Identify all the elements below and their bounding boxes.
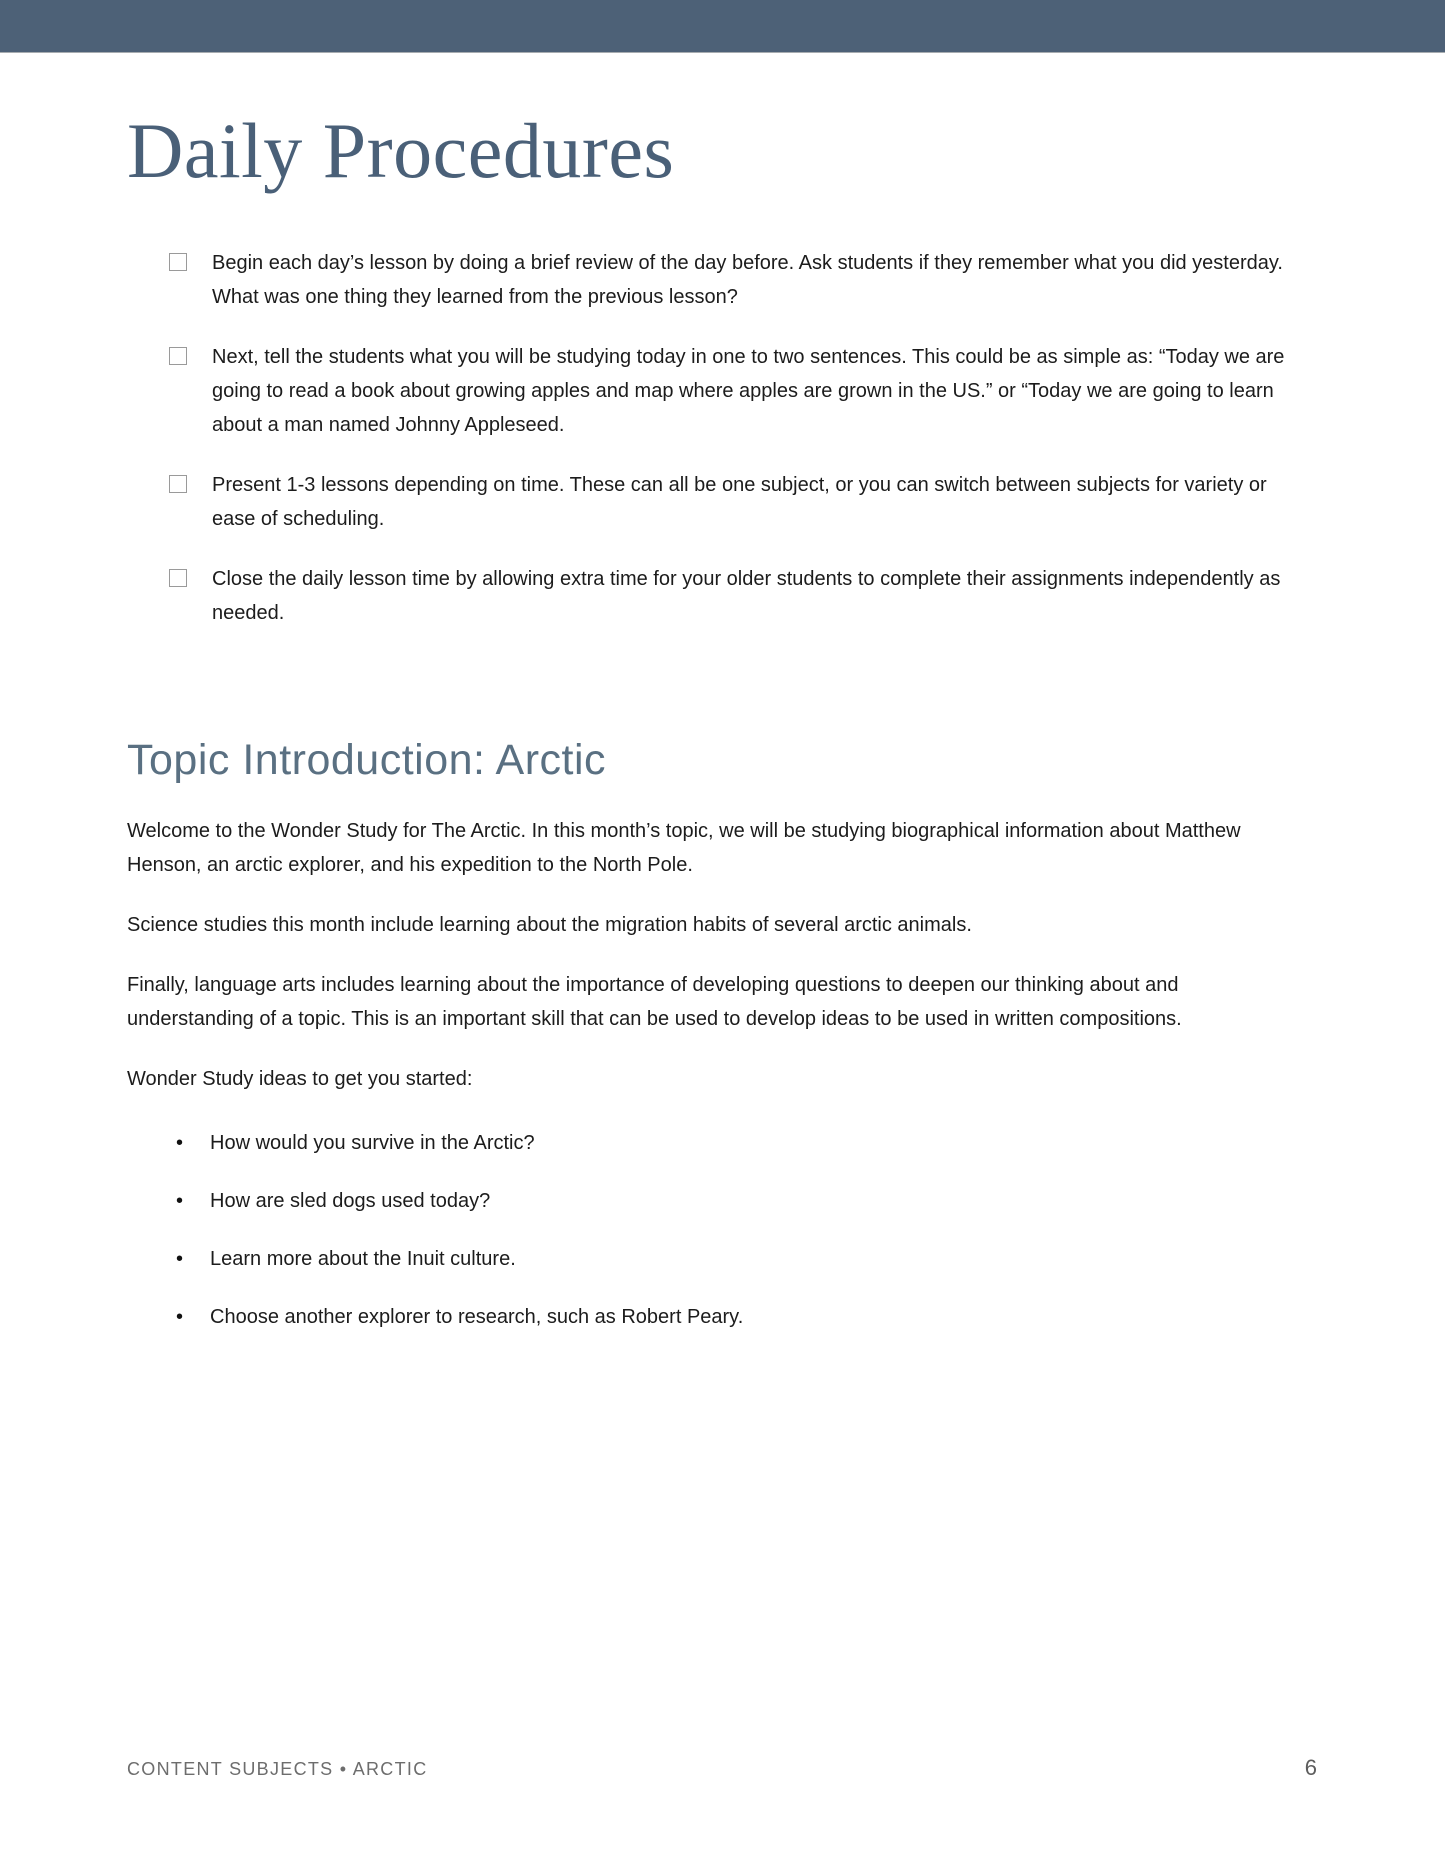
list-item-text: Learn more about the Inuit culture. [210, 1248, 516, 1271]
topic-paragraph: Science studies this month include learning about the migration habits of several arctic animals. [127, 914, 972, 937]
list-item-text: How would you survive in the Arctic? [210, 1132, 535, 1155]
bullet-icon: • [176, 1306, 184, 1329]
bullet-icon: • [176, 1190, 184, 1213]
checkbox-icon [169, 569, 187, 587]
checklist-item-text: Next, tell the students what you will be studying today in one to two sentences. This could be as simple as: “Today we are going to read a book about growing apples and map where apples are grown in the US.” or “Today we are going to learn about a man named Johnny Appleseed. [212, 345, 1285, 436]
page-content [0, 108, 1445, 1334]
section-heading-topic-introduction: Topic Introduction: Arctic [127, 735, 607, 784]
checkbox-icon [169, 475, 187, 493]
list-item [176, 1242, 1317, 1276]
footer-running-title: CONTENT SUBJECTS • ARCTIC [127, 1759, 428, 1779]
wonder-study-ideas-list [127, 1126, 1317, 1334]
daily-procedures-checklist [127, 246, 1317, 630]
topic-paragraph: Finally, language arts includes learning about the importance of developing questions to deepen our thinking about and understanding of a topic. This is an important skill that can be used to develop ideas to be used in written compositions. [127, 974, 1182, 1031]
checklist-item-text: Begin each day’s lesson by doing a brief review of the day before. Ask students if they remember what you did yesterday. What was one thing they learned from the previous lesson? [212, 251, 1283, 308]
list-item-text: How are sled dogs used today? [210, 1190, 491, 1213]
list-item-text: Choose another explorer to research, such as Robert Peary. [210, 1306, 744, 1329]
checklist-item-text: Present 1-3 lessons depending on time. These can all be one subject, or you can switch between subjects for variety or ease of scheduling. [212, 473, 1267, 530]
bullet-icon: • [176, 1248, 184, 1271]
topic-paragraph: Welcome to the Wonder Study for The Arctic. In this month’s topic, we will be studying biographical information about Matthew Henson, an arctic explorer, and his expedition to the North Pole. [127, 820, 1241, 877]
accent-header-bar [0, 0, 1445, 52]
checkbox-icon [169, 347, 187, 365]
list-item [176, 1126, 1317, 1160]
page-number: 6 [1304, 1755, 1317, 1780]
checklist-item [169, 562, 1317, 630]
topic-list-intro: Wonder Study ideas to get you started: [127, 1068, 473, 1091]
list-item [176, 1184, 1317, 1218]
checklist-item-text: Close the daily lesson time by allowing extra time for your older students to complete their assignments independently as needed. [212, 567, 1281, 624]
checklist-item [169, 340, 1317, 442]
checklist-item [169, 246, 1317, 314]
checkbox-icon [169, 253, 187, 271]
page-footer [127, 1755, 1317, 1781]
page-title: Daily Procedures [127, 107, 675, 194]
list-item [176, 1300, 1317, 1334]
checklist-item [169, 468, 1317, 536]
bullet-icon: • [176, 1132, 184, 1155]
